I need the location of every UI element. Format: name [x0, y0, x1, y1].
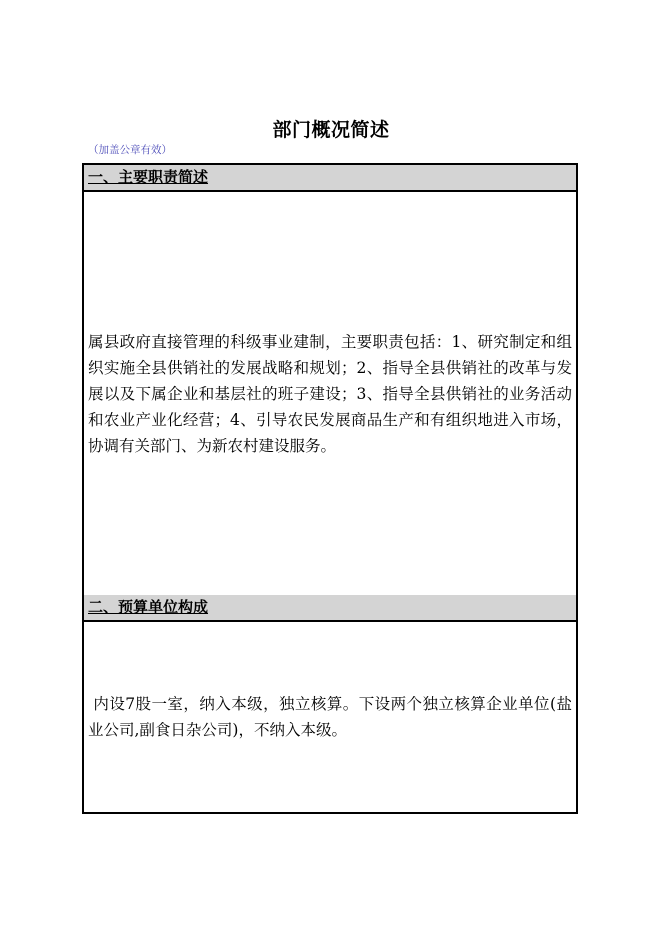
- table-row: [83, 595, 577, 621]
- section-header-budget-units-label: 二、预算单位构成: [88, 598, 209, 616]
- table-row: [83, 191, 577, 595]
- section-body-duties-text: 属县政府直接管理的科级事业建制，主要职责包括：1、研究制定和组织实施全县供销社的发展战略和规划；2、指导全县供销社的改革与发展以及下属企业和基层社的班子建设；3、指导全县供销社的业务活动和农业产业化经营；4、引导农民发展商品生产和有组织地进入市场，协调有关部门、为新农村建设服务。: [88, 332, 572, 455]
- section-body-budget-units-text: 内设7股一室，纳入本级，独立核算。下设两个独立核算企业单位(盐业公司,副食日杂公司)，不纳入本级。: [88, 695, 572, 739]
- section-body-duties: [83, 191, 577, 595]
- table-row: [83, 164, 577, 191]
- section-header-duties: [83, 164, 577, 191]
- department-overview-table: [82, 163, 578, 814]
- table-row: [83, 621, 577, 813]
- section-header-budget-units: [83, 595, 577, 621]
- section-body-budget-units: [83, 621, 577, 813]
- seal-required-note: （加盖公章有效）: [88, 144, 172, 156]
- page-title: 部门概况简述: [272, 119, 390, 141]
- section-header-duties-label: 一、主要职责简述: [88, 168, 209, 186]
